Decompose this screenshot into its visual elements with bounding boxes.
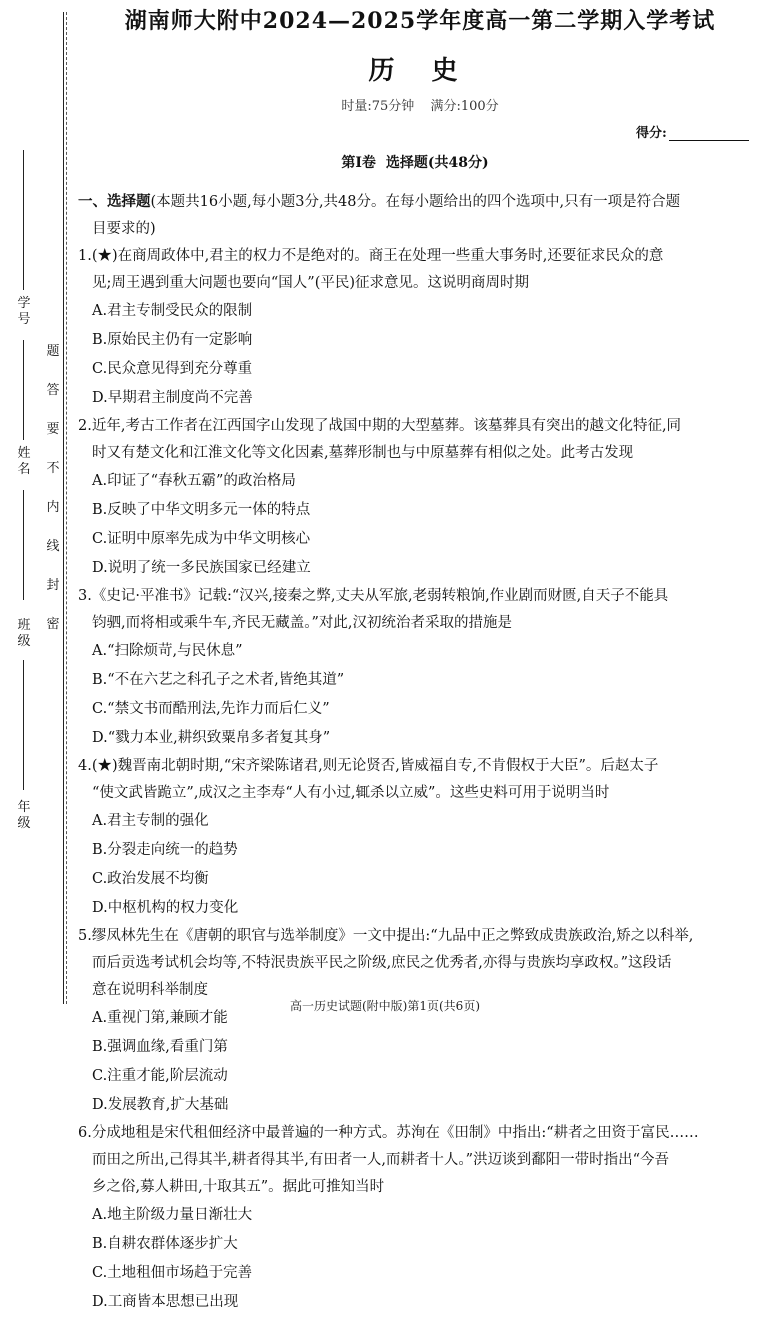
option-b[interactable]: B.强调血缘,看重门第 [92,1039,228,1055]
option-a[interactable]: A.君主专制的强化 [92,813,209,829]
option-list [78,467,758,583]
score-blank[interactable] [669,126,749,141]
option-a[interactable]: A.印证了“春秋五霸”的政治格局 [92,473,296,489]
option-a[interactable]: A.重视门第,兼顾才能 [92,1010,228,1026]
question-stem: 1.(★)在商周政体中,君主的权力不是绝对的。商王在处理一些重大事务时,还要征求民众的意 [78,248,664,264]
question [78,583,758,753]
section-number: 第Ⅰ卷 [341,155,376,171]
binding-dash-line [66,12,67,1004]
option-d[interactable]: D.中枢机构的权力变化 [92,900,239,916]
question-stem: 意在说明科举制度 [92,982,208,998]
grade-blank[interactable] [23,660,24,790]
option-d[interactable]: D.早期君主制度尚不完善 [92,390,253,406]
question-stem: 6.分成地租是宋代租佃经济中最普遍的一种方式。苏洵在《田制》中指出:“耕者之田资于富民…… [78,1125,699,1141]
student-id-blank[interactable] [23,150,24,290]
grade-label: 年 级 [17,800,31,831]
seal-char: 答 [46,383,60,398]
question-stem: 而后贡选考试机会均等,不特泯贵族平民之阶级,庶民之优秀者,亦得与贵族均享政权。”这段话 [92,955,672,971]
question-stem: 5.缪凤林先生在《唐朝的职官与选举制度》一文中提出:“九品中正之弊致成贵族政治,矫之以科举, [78,928,694,944]
question-stem: 4.(★)魏晋南北朝时期,“宋齐梁陈诸君,则无论贤否,皆威福自专,不肯假权于大臣”。后赵太子 [78,758,659,774]
time-limit: 时量:75分钟 [341,99,415,114]
binding-line [63,12,64,1004]
option-d[interactable]: D.“戮力本业,耕织致粟帛多者复其身” [92,730,331,746]
option-b[interactable]: B.分裂走向统一的趋势 [92,842,238,858]
name-label: 姓 名 [17,446,31,477]
option-b[interactable]: B.原始民主仍有一定影响 [92,332,253,348]
part-heading: 一、选择题 [78,193,151,210]
question-stem: “使文武皆跪立”,成汉之主李寿“人有小过,辄杀以立威”。这些史料可用于说明当时 [92,785,610,801]
option-a[interactable]: A.君主专制受民众的限制 [92,303,253,319]
option-c[interactable]: C.土地租佃市场趋于完善 [92,1265,253,1281]
seal-char: 不 [46,461,60,476]
score-field [636,122,749,141]
question [78,923,758,1120]
class-label: 班 级 [17,618,31,649]
option-a[interactable]: A.地主阶级力量日渐壮大 [92,1207,253,1223]
question-stem: 而田之所出,己得其半,耕者得其半,有田者一人,而耕者十人。”洪迈谈到鄱阳一带时指出“今吾 [92,1152,670,1168]
option-b[interactable]: B.反映了中华文明多元一体的特点 [92,502,311,518]
student-id-label: 学 号 [17,296,31,327]
option-list [78,637,758,753]
exam-title: 湖南师大附中2024—2025学年度高一第二学期入学考试 [124,8,716,34]
option-b[interactable]: B.“不在六艺之科孔子之术者,皆绝其道” [92,672,345,688]
seal-char: 要 [46,422,60,437]
full-score: 满分:100分 [430,99,499,114]
class-blank[interactable] [23,490,24,600]
option-c[interactable]: C.证明中原率先成为中华文明核心 [92,531,311,547]
exam-info [80,95,760,114]
page-footer: 高一历史试题(附中版)第1页(共6页) [290,999,480,1013]
seal-char: 线 [46,539,60,554]
option-list [78,1004,758,1120]
subject-title: 历 史 [368,56,472,86]
question-stem: 2.近年,考古工作者在江西国字山发现了战国中期的大型墓葬。该墓葬具有突出的越文化特征,同 [78,418,682,434]
seal-char: 内 [46,500,60,515]
option-c[interactable]: C.民众意见得到充分尊重 [92,361,253,377]
question-area [78,188,758,1317]
section-heading [80,152,760,172]
seal-char: 密 [46,617,60,632]
option-list [78,807,758,923]
question-stem: 乡之俗,募人耕田,十取其五”。据此可推知当时 [92,1179,385,1195]
seal-char: 封 [46,578,60,593]
part-instruction [78,188,758,216]
option-c[interactable]: C.“禁文书而酷刑法,先诈力而后仁义” [92,701,330,717]
instruction-text: 目要求的) [92,221,156,237]
option-d[interactable]: D.说明了统一多民族国家已经建立 [92,560,311,576]
option-d[interactable]: D.工商皆本思想已出现 [92,1294,239,1310]
question-stem: 3.《史记·平准书》记载:“汉兴,接秦之弊,丈夫从军旅,老弱转粮饷,作业剧而财匮,自天子不能具 [78,588,669,604]
option-d[interactable]: D.发展教育,扩大基础 [92,1097,229,1113]
option-c[interactable]: C.政治发展不均衡 [92,871,209,887]
question [78,753,758,923]
name-blank[interactable] [23,340,24,440]
question [78,243,758,413]
question-stem: 时又有楚文化和江淮文化等文化因素,墓葬形制也与中原墓葬有相似之处。此考古发现 [92,445,634,461]
option-b[interactable]: B.自耕农群体逐步扩大 [92,1236,238,1252]
instruction-text: (本题共16小题,每小题3分,共48分。在每小题给出的四个选项中,只有一项是符合题 [150,194,681,210]
question [78,413,758,583]
option-a[interactable]: A.“扫除烦苛,与民休息” [92,643,243,659]
section-name: 选择题(共48分) [385,155,489,171]
question-stem: 见;周王遇到重大问题也要向“国人”(平民)征求意见。这说明商周时期 [92,275,530,291]
score-label: 得分: [636,126,667,141]
option-c[interactable]: C.注重才能,阶层流动 [92,1068,228,1084]
option-list [78,297,758,413]
seal-char: 题 [46,344,60,359]
question-stem: 钧驷,而将相或乘牛车,齐民无藏盖。”对此,汉初统治者采取的措施是 [92,615,512,631]
question [78,1120,758,1317]
option-list [78,1201,758,1317]
